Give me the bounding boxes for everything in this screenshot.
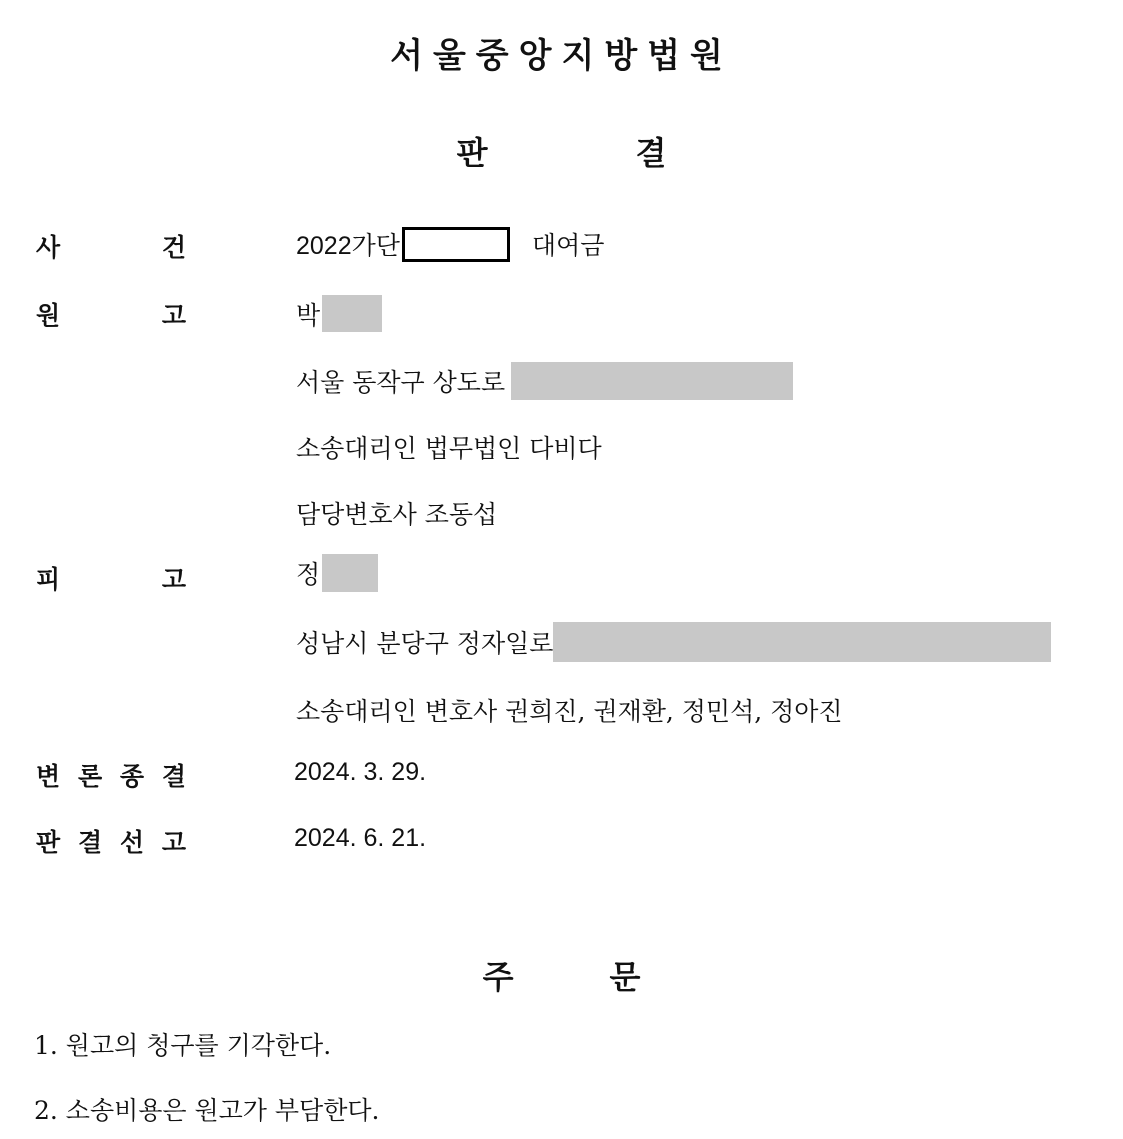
document-title: 판결 [456,134,815,172]
closing-argument-label: 변 론 종 결 [36,762,186,791]
plaintiff-attorney: 소송대리인 법무법인 다비다 [296,434,602,463]
defendant-name-initial: 정 [296,560,321,589]
plaintiff-lawyer-in-charge: 담당변호사 조동섭 [296,500,498,529]
case-value [296,226,604,262]
case-number-redaction [402,227,510,262]
plaintiff-label: 원 고 [36,301,186,330]
order-item-1: 1. 원고의 청구를 기각한다. [34,1031,332,1060]
case-label: 사 건 [36,233,186,262]
defendant-name [296,554,378,592]
defendant-attorney: 소송대리인 변호사 권희진, 권재환, 정민석, 정아진 [296,697,843,726]
plaintiff-name [296,295,382,332]
case-number-prefix: 2022가단 [296,232,400,260]
defendant-address [296,622,1051,662]
plaintiff-address-redaction [511,362,793,400]
order-item-2: 2. 소송비용은 원고가 부담한다. [34,1096,380,1125]
defendant-label: 피 고 [36,565,186,594]
plaintiff-address-text: 서울 동작구 상도로 [296,368,506,397]
defendant-name-redaction [322,554,378,592]
plaintiff-name-redaction [322,295,382,332]
case-name: 대여금 [531,231,605,260]
court-name: 서울중앙지방법원 [390,36,733,76]
judgment-date-label: 판 결 선 고 [36,828,186,857]
judgment-date: 2024. 6. 21. [294,824,427,852]
defendant-address-text: 성남시 분당구 정자일로 [296,629,554,658]
plaintiff-address [296,362,793,400]
main-text-title: 주문 [482,958,737,996]
defendant-address-redaction [553,622,1051,662]
plaintiff-name-initial: 박 [296,300,321,330]
closing-argument-date: 2024. 3. 29. [294,758,427,786]
